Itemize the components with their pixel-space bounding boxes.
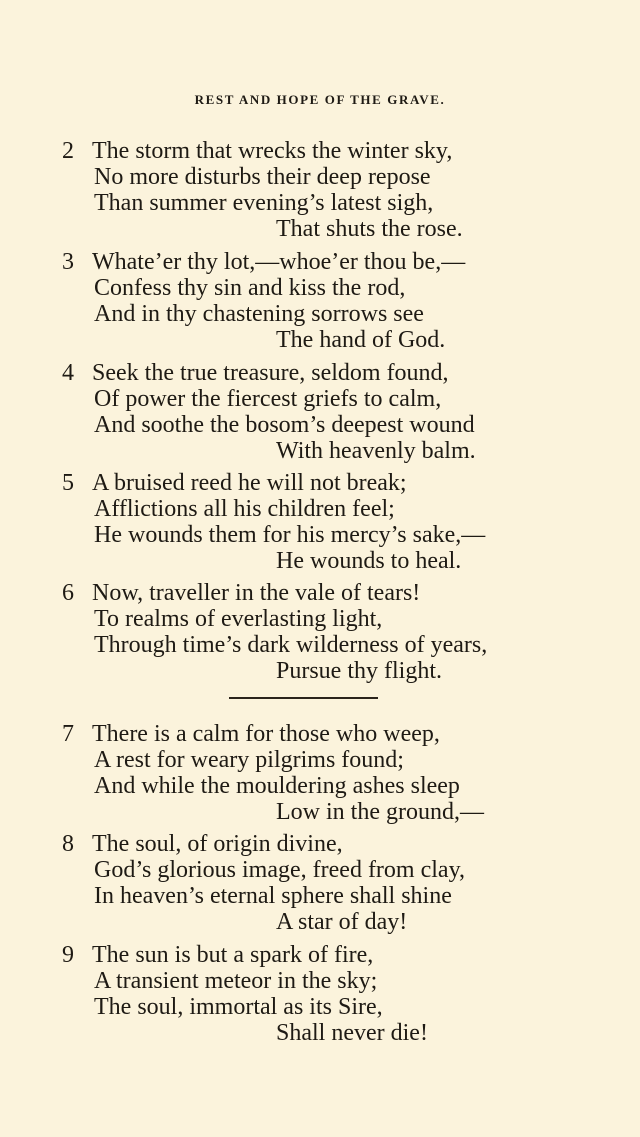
verse-line: To realms of everlasting light, [94,606,383,632]
verse-line: Seek the true treasure, seldom found, [92,360,449,386]
verse-line: Now, traveller in the vale of tears! [92,580,421,606]
verse-line: Of power the fiercest griefs to calm, [94,386,442,412]
verse-line: And soothe the bosom’s deepest wound [94,412,475,438]
verse-line: Whate’er thy lot,—whoe’er thou be,— [92,249,466,275]
verse-line: Pursue thy flight. [276,658,442,684]
stanza-number: 2 [62,138,74,164]
verse-line: A rest for weary pilgrims found; [94,747,404,773]
verse-line: That shuts the rose. [276,216,463,242]
verse-line: Than summer evening’s latest sigh, [94,190,434,216]
stanza-number: 6 [62,580,74,606]
verse-line: He wounds them for his mercy’s sake,— [94,522,486,548]
verse-line: The soul, of origin divine, [92,831,343,857]
verse-line: He wounds to heal. [276,548,462,574]
stanza-number: 5 [62,470,74,496]
section-divider [229,697,378,699]
stanza-number: 7 [62,721,74,747]
stanza-number: 4 [62,360,74,386]
verse-line: And in thy chastening sorrows see [94,301,424,327]
verse-line: Low in the ground,— [276,799,484,825]
stanza-number: 3 [62,249,74,275]
stanza-number: 8 [62,831,74,857]
verse-line: The soul, immortal as its Sire, [94,994,383,1020]
verse-line: The hand of God. [276,327,446,353]
verse-line: Through time’s dark wilderness of years, [94,632,488,658]
verse-line: There is a calm for those who weep, [92,721,440,747]
running-header: REST AND HOPE OF THE GRAVE. [194,92,446,107]
verse-line: Confess thy sin and kiss the rod, [94,275,406,301]
verse-line: The sun is but a spark of fire, [92,942,374,968]
verse-line: The storm that wrecks the winter sky, [92,138,453,164]
verse-line: A transient meteor in the sky; [94,968,378,994]
verse-line: Afflictions all his children feel; [94,496,395,522]
verse-line: No more disturbs their deep repose [94,164,431,190]
verse-line: Shall never die! [276,1020,428,1046]
verse-line: A bruised reed he will not break; [92,470,407,496]
stanza-number: 9 [62,942,74,968]
verse-line: And while the mouldering ashes sleep [94,773,460,799]
verse-line: God’s glorious image, freed from clay, [94,857,466,883]
verse-line: With heavenly balm. [276,438,476,464]
verse-line: A star of day! [276,909,408,935]
verse-line: In heaven’s eternal sphere shall shine [94,883,452,909]
